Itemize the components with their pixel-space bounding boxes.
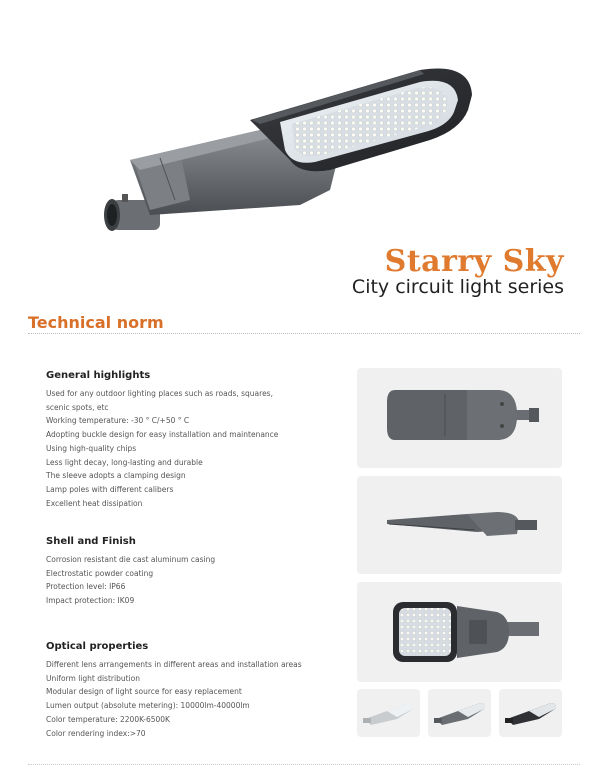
spec-item: Adopting buckle design for easy installation and maintenance [46, 430, 279, 440]
spec-item: Corrosion resistant die cast aluminum casing [46, 555, 216, 564]
spec-item: Working temperature: -30 ° C/+50 ° C [46, 416, 190, 426]
spec-heading: Optical properties [46, 641, 149, 652]
spec-list [46, 387, 346, 510]
top-view-lamp-image [357, 368, 562, 468]
section-divider [28, 333, 580, 334]
spec-item: Lamp poles with different calibers [46, 484, 174, 494]
spec-item: Color temperature: 2200K-6500K [46, 714, 170, 724]
section-title: Technical norm [28, 313, 164, 332]
photo-top-view [357, 368, 562, 468]
silver-lamp-thumbnail [357, 689, 420, 737]
spec-item: Different lens arrangements in different areas and installation areas [46, 660, 302, 669]
spec-heading: Shell and Finish [46, 536, 136, 547]
spec-item: Less light decay, long-lasting and durable [46, 457, 203, 467]
photo-side-view [357, 476, 562, 574]
thumb-silver-variant [357, 689, 420, 737]
spec-heading: General highlights [46, 370, 151, 381]
spec-general-highlights [46, 370, 346, 510]
side-view-lamp-image [357, 476, 562, 574]
spec-shell-and-finish [46, 536, 346, 608]
spec-item: scenic spots, etc [46, 402, 109, 412]
bottom-view-lamp-image [357, 582, 562, 682]
spec-item: Uniform light distribution [46, 673, 140, 683]
spec-item: The sleeve adopts a clamping design [46, 471, 186, 481]
spec-item: Color rendering index:>70 [46, 728, 146, 738]
brand-title: Starry Sky [384, 244, 564, 279]
spec-list [46, 553, 346, 608]
thumb-grey-variant [428, 689, 491, 737]
brand-subtitle: City circuit light series [351, 276, 564, 298]
spec-item: Electrostatic powder coating [46, 568, 154, 578]
footer-divider [28, 764, 580, 765]
spec-item: Used for any outdoor lighting places such as roads, squares, [46, 389, 273, 398]
spec-optical-properties [46, 641, 346, 740]
spec-item: Modular design of light source for easy replacement [46, 687, 242, 697]
spec-item: Lumen output (absolute metering): 10000lm-40000lm [46, 701, 250, 711]
photo-bottom-view [357, 582, 562, 682]
spec-list [46, 658, 346, 740]
dark-lamp-thumbnail [499, 689, 562, 737]
spec-item: Using high-quality chips [46, 443, 137, 453]
thumb-dark-variant [499, 689, 562, 737]
spec-item: Impact protection: IK09 [46, 596, 135, 606]
grey-lamp-thumbnail [428, 689, 491, 737]
spec-item: Excellent heat dissipation [46, 498, 143, 508]
spec-item: Protection level: IP66 [46, 582, 126, 592]
